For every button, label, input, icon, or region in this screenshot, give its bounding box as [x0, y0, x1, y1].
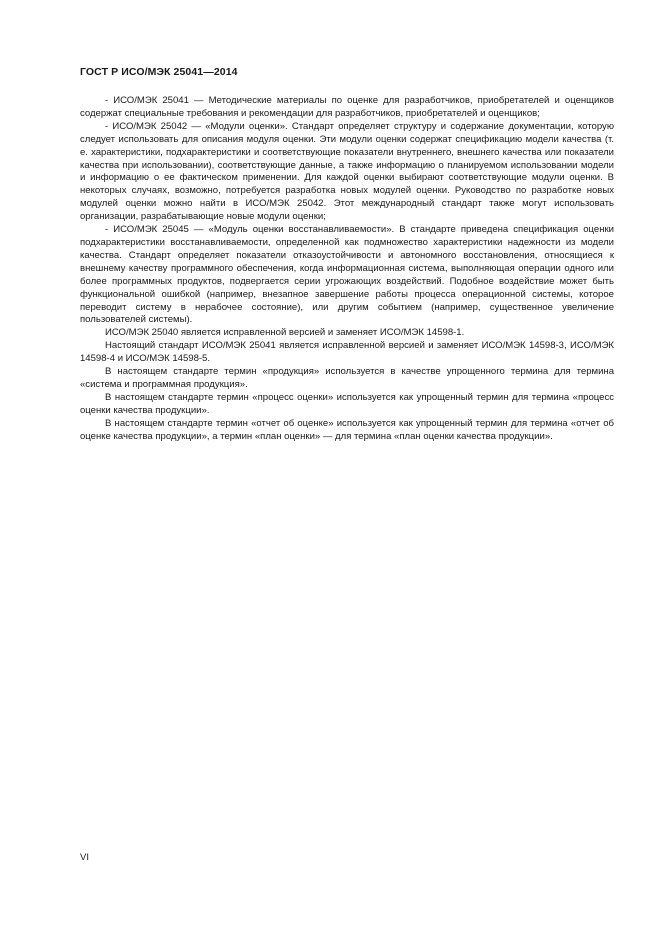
paragraph-iso-25042: - ИСО/МЭК 25042 — «Модули оценки». Стандарт определяет структуру и содержание документации, которую следует использовать для описания модуля оценки. Эти модули оценки содержат спецификацию модели качества (т. е. характеристики, подхарактеристики и соответствующие показатели внутреннего, внешнего качества или показатели качества при использовании), соответствующие данные, а также информацию о планируемом использовании модели и информацию о ее фактическом применении. Для каждой оценки выбирают соответствующие модули оценки. В некоторых случаях, возможно, потребуется разработка новых модулей оценки. Руководство по разработке новых модулей оценки можно найти в ИСО/МЭК 25042. Этот международный стандарт также могут использовать организации, разрабатывающие новые модули оценки; — [80, 120, 614, 223]
page-number: VI — [80, 852, 89, 863]
paragraph-iso-25041: - ИСО/МЭК 25041 — Методические материалы по оценке для разработчиков, приобретателей и оценщиков содержат специальные требования и рекомендации для разработчиков, приобретателей и оценщиков; — [80, 95, 614, 119]
document-body — [80, 95, 614, 443]
paragraph-term-process: В настоящем стандарте термин «процесс оценки» используется как упрощенный термин для термина «процесс оценки качества продукции». — [80, 391, 614, 416]
paragraph-term-report: В настоящем стандарте термин «отчет об оценке» используется как упрощенный термин для термина «отчет об оценке качества продукции», а термин «план оценки» — для термина «план оценки качества продукции». — [80, 417, 614, 442]
paragraph-replacement: Настоящий стандарт ИСО/МЭК 25041 является исправленной версией и заменяет ИСО/МЭК 14598-3, ИСО/МЭК 14598-4 и ИСО/МЭК 14598-5. — [80, 340, 614, 365]
paragraph-iso-25045: - ИСО/МЭК 25045 — «Модуль оценки восстанавливаемости». В стандарте приведена спецификация оценки подхарактеристики восстанавливаемости, определенной как подмножество характеристики надежности из модели качества. Стандарт определяет показатели отказоустойчивости и автономного восстановления, относящиеся к внешнему качеству программного обеспечения, когда информационная система, выполняющая операции одного или более программных продуктов, подвергается серии угрожающих воздействий. Подобное воздействие может быть функциональной ошибкой (например, внезапное завершение работы процесса операционной системы, которое переводит систему в нерабочее состояние), или другим событием (например, существенное увеличение пользователей системы). — [80, 224, 614, 326]
paragraph-iso-25040: ИСО/МЭК 25040 является исправленной версией и заменяет ИСО/МЭК 14598-1. — [105, 327, 465, 339]
document-header: ГОСТ Р ИСО/МЭК 25041—2014 — [80, 66, 238, 78]
paragraph-term-product: В настоящем стандарте термин «продукция» используется в качестве упрощенного термина для термина «система и программная продукция». — [80, 366, 614, 390]
